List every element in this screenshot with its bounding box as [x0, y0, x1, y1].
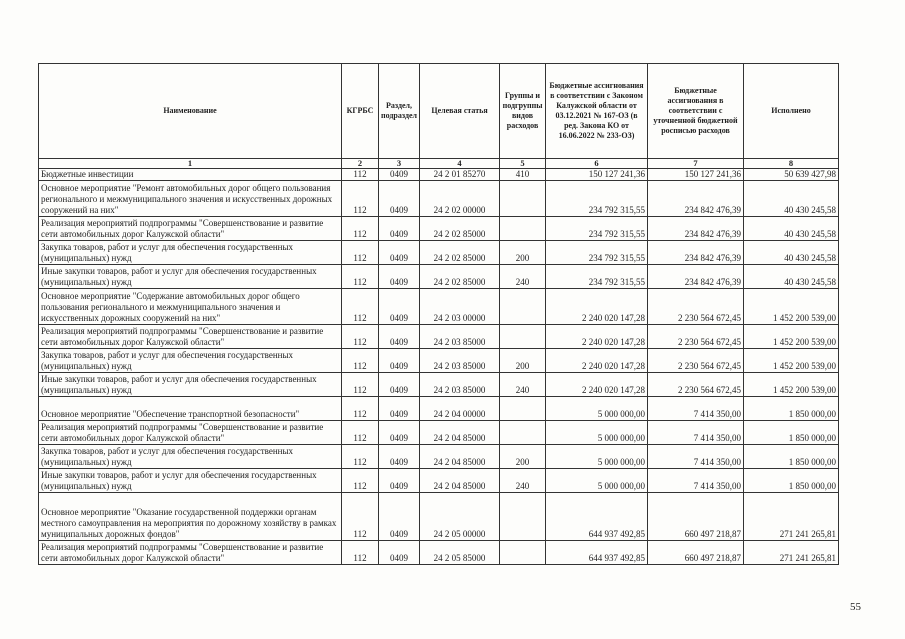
table-row	[39, 241, 839, 265]
row-executed: 50 639 427,98	[744, 169, 839, 181]
row-budget: 5 000 000,00	[546, 397, 648, 421]
row-name: Иные закупки товаров, работ и услуг для обеспечения государственных (муниципальных) нужд	[39, 469, 342, 493]
row-kgrbs: 112	[342, 445, 379, 469]
row-kgrbs: 112	[342, 469, 379, 493]
row-section: 0409	[379, 421, 420, 445]
table-row	[39, 541, 839, 565]
row-budget: 5 000 000,00	[546, 421, 648, 445]
column-number: 6	[546, 159, 648, 169]
table-row	[39, 397, 839, 421]
row-target: 24 2 01 85270	[420, 169, 500, 181]
row-group	[500, 421, 546, 445]
row-section: 0409	[379, 493, 420, 541]
row-kgrbs: 112	[342, 397, 379, 421]
row-name: Основное мероприятие "Обеспечение транспортной безопасности"	[39, 397, 342, 421]
row-budget: 150 127 241,36	[546, 169, 648, 181]
row-target: 24 2 03 85000	[420, 325, 500, 349]
header-budget: Бюджетные ассигнования в соответствии с Законом Калужской области от 03.12.2021 № 167-ОЗ (в ред. Закона КО от 16.06.2022 № 233-ОЗ)	[546, 64, 648, 159]
row-target: 24 2 03 85000	[420, 349, 500, 373]
header-section: Раздел, подраздел	[379, 64, 420, 159]
row-target: 24 2 03 00000	[420, 289, 500, 325]
row-group: 200	[500, 349, 546, 373]
row-executed: 1 850 000,00	[744, 469, 839, 493]
table-row	[39, 445, 839, 469]
row-refined: 234 842 476,39	[648, 217, 744, 241]
row-group	[500, 493, 546, 541]
table-body	[39, 169, 839, 565]
table-row	[39, 265, 839, 289]
header-group: Группы и подгруппы видов расходов	[500, 64, 546, 159]
row-refined: 660 497 218,87	[648, 493, 744, 541]
row-kgrbs: 112	[342, 265, 379, 289]
row-kgrbs: 112	[342, 289, 379, 325]
row-budget: 2 240 020 147,28	[546, 349, 648, 373]
row-section: 0409	[379, 181, 420, 217]
row-refined: 2 230 564 672,45	[648, 373, 744, 397]
row-refined: 234 842 476,39	[648, 265, 744, 289]
table-row	[39, 373, 839, 397]
row-group	[500, 541, 546, 565]
row-group: 240	[500, 469, 546, 493]
column-number: 5	[500, 159, 546, 169]
row-group: 240	[500, 373, 546, 397]
row-executed: 271 241 265,81	[744, 541, 839, 565]
row-group: 410	[500, 169, 546, 181]
row-budget: 234 792 315,55	[546, 265, 648, 289]
row-section: 0409	[379, 349, 420, 373]
row-name: Основное мероприятие "Оказание государственной поддержки органам местного самоуправления на мероприятия по дорожному хозяйству в рамках муниципальных дорожных фондов"	[39, 493, 342, 541]
column-number-row	[39, 159, 839, 169]
row-kgrbs: 112	[342, 325, 379, 349]
page-number: 55	[850, 601, 861, 613]
row-refined: 150 127 241,36	[648, 169, 744, 181]
column-number: 7	[648, 159, 744, 169]
row-section: 0409	[379, 289, 420, 325]
table-row	[39, 469, 839, 493]
row-target: 24 2 04 00000	[420, 397, 500, 421]
row-name: Иные закупки товаров, работ и услуг для обеспечения государственных (муниципальных) нужд	[39, 265, 342, 289]
row-budget: 5 000 000,00	[546, 445, 648, 469]
table-row	[39, 325, 839, 349]
row-target: 24 2 04 85000	[420, 445, 500, 469]
row-refined: 7 414 350,00	[648, 421, 744, 445]
row-refined: 234 842 476,39	[648, 181, 744, 217]
row-name: Закупка товаров, работ и услуг для обеспечения государственных (муниципальных) нужд	[39, 241, 342, 265]
header-refined: Бюджетные ассигнования в соответствии с уточненной бюджетной росписью расходов	[648, 64, 744, 159]
column-number: 4	[420, 159, 500, 169]
row-executed: 40 430 245,58	[744, 181, 839, 217]
row-section: 0409	[379, 265, 420, 289]
header-kgrbs: КГРБС	[342, 64, 379, 159]
row-executed: 1 850 000,00	[744, 421, 839, 445]
row-section: 0409	[379, 217, 420, 241]
row-group: 200	[500, 241, 546, 265]
row-name: Иные закупки товаров, работ и услуг для обеспечения государственных (муниципальных) нужд	[39, 373, 342, 397]
column-number: 2	[342, 159, 379, 169]
row-kgrbs: 112	[342, 541, 379, 565]
row-budget: 2 240 020 147,28	[546, 325, 648, 349]
row-target: 24 2 05 00000	[420, 493, 500, 541]
row-target: 24 2 02 00000	[420, 181, 500, 217]
row-target: 24 2 05 85000	[420, 541, 500, 565]
row-budget: 5 000 000,00	[546, 469, 648, 493]
row-section: 0409	[379, 445, 420, 469]
row-budget: 2 240 020 147,28	[546, 373, 648, 397]
row-target: 24 2 04 85000	[420, 421, 500, 445]
row-kgrbs: 112	[342, 217, 379, 241]
row-budget: 234 792 315,55	[546, 181, 648, 217]
row-executed: 271 241 265,81	[744, 493, 839, 541]
row-kgrbs: 112	[342, 181, 379, 217]
row-kgrbs: 112	[342, 241, 379, 265]
header-row	[39, 64, 839, 159]
row-target: 24 2 03 85000	[420, 373, 500, 397]
row-name: Закупка товаров, работ и услуг для обеспечения государственных (муниципальных) нужд	[39, 349, 342, 373]
column-number: 8	[744, 159, 839, 169]
row-name: Реализация мероприятий подпрограммы "Совершенствование и развитие сети автомобильных дорог Калужской области"	[39, 325, 342, 349]
row-budget: 2 240 020 147,28	[546, 289, 648, 325]
row-name: Закупка товаров, работ и услуг для обеспечения государственных (муниципальных) нужд	[39, 445, 342, 469]
row-section: 0409	[379, 169, 420, 181]
header-target: Целевая статья	[420, 64, 500, 159]
row-refined: 2 230 564 672,45	[648, 289, 744, 325]
row-section: 0409	[379, 397, 420, 421]
column-number: 3	[379, 159, 420, 169]
table-row	[39, 421, 839, 445]
row-budget: 234 792 315,55	[546, 241, 648, 265]
row-name: Бюджетные инвестиции	[39, 169, 342, 181]
row-target: 24 2 02 85000	[420, 217, 500, 241]
row-kgrbs: 112	[342, 169, 379, 181]
row-budget: 234 792 315,55	[546, 217, 648, 241]
row-name: Реализация мероприятий подпрограммы "Совершенствование и развитие сети автомобильных дорог Калужской области"	[39, 217, 342, 241]
table-row	[39, 289, 839, 325]
row-refined: 234 842 476,39	[648, 241, 744, 265]
row-target: 24 2 02 85000	[420, 265, 500, 289]
row-kgrbs: 112	[342, 421, 379, 445]
row-group	[500, 289, 546, 325]
row-budget: 644 937 492,85	[546, 493, 648, 541]
header-name: Наименование	[39, 64, 342, 159]
row-group	[500, 217, 546, 241]
row-executed: 40 430 245,58	[744, 241, 839, 265]
row-target: 24 2 04 85000	[420, 469, 500, 493]
row-executed: 1 850 000,00	[744, 397, 839, 421]
row-budget: 644 937 492,85	[546, 541, 648, 565]
row-group	[500, 397, 546, 421]
row-executed: 1 452 200 539,00	[744, 349, 839, 373]
budget-table	[38, 63, 839, 565]
row-refined: 7 414 350,00	[648, 445, 744, 469]
row-kgrbs: 112	[342, 349, 379, 373]
column-number: 1	[39, 159, 342, 169]
row-executed: 1 452 200 539,00	[744, 289, 839, 325]
row-name: Реализация мероприятий подпрограммы "Совершенствование и развитие сети автомобильных дорог Калужской области"	[39, 541, 342, 565]
row-refined: 2 230 564 672,45	[648, 325, 744, 349]
row-executed: 40 430 245,58	[744, 217, 839, 241]
row-name: Основное мероприятие "Ремонт автомобильных дорог общего пользования регионального и межмуниципального значения и искусственных дорожных сооружений на них"	[39, 181, 342, 217]
row-executed: 1 452 200 539,00	[744, 325, 839, 349]
row-group	[500, 181, 546, 217]
row-group	[500, 325, 546, 349]
row-executed: 1 850 000,00	[744, 445, 839, 469]
row-section: 0409	[379, 241, 420, 265]
table-row	[39, 349, 839, 373]
table-row	[39, 217, 839, 241]
row-section: 0409	[379, 373, 420, 397]
row-group: 240	[500, 265, 546, 289]
table-row	[39, 493, 839, 541]
row-section: 0409	[379, 541, 420, 565]
row-group: 200	[500, 445, 546, 469]
row-executed: 40 430 245,58	[744, 265, 839, 289]
row-refined: 660 497 218,87	[648, 541, 744, 565]
header-executed: Исполнено	[744, 64, 839, 159]
row-kgrbs: 112	[342, 493, 379, 541]
row-name: Основное мероприятие "Содержание автомобильных дорог общего пользования регионального и межмуниципального значения и искусственных дорожных сооружений на них"	[39, 289, 342, 325]
row-section: 0409	[379, 469, 420, 493]
row-refined: 7 414 350,00	[648, 397, 744, 421]
row-section: 0409	[379, 325, 420, 349]
table-row	[39, 181, 839, 217]
row-target: 24 2 02 85000	[420, 241, 500, 265]
row-refined: 2 230 564 672,45	[648, 349, 744, 373]
row-refined: 7 414 350,00	[648, 469, 744, 493]
row-executed: 1 452 200 539,00	[744, 373, 839, 397]
row-name: Реализация мероприятий подпрограммы "Совершенствование и развитие сети автомобильных дорог Калужской области"	[39, 421, 342, 445]
row-kgrbs: 112	[342, 373, 379, 397]
table-row	[39, 169, 839, 181]
